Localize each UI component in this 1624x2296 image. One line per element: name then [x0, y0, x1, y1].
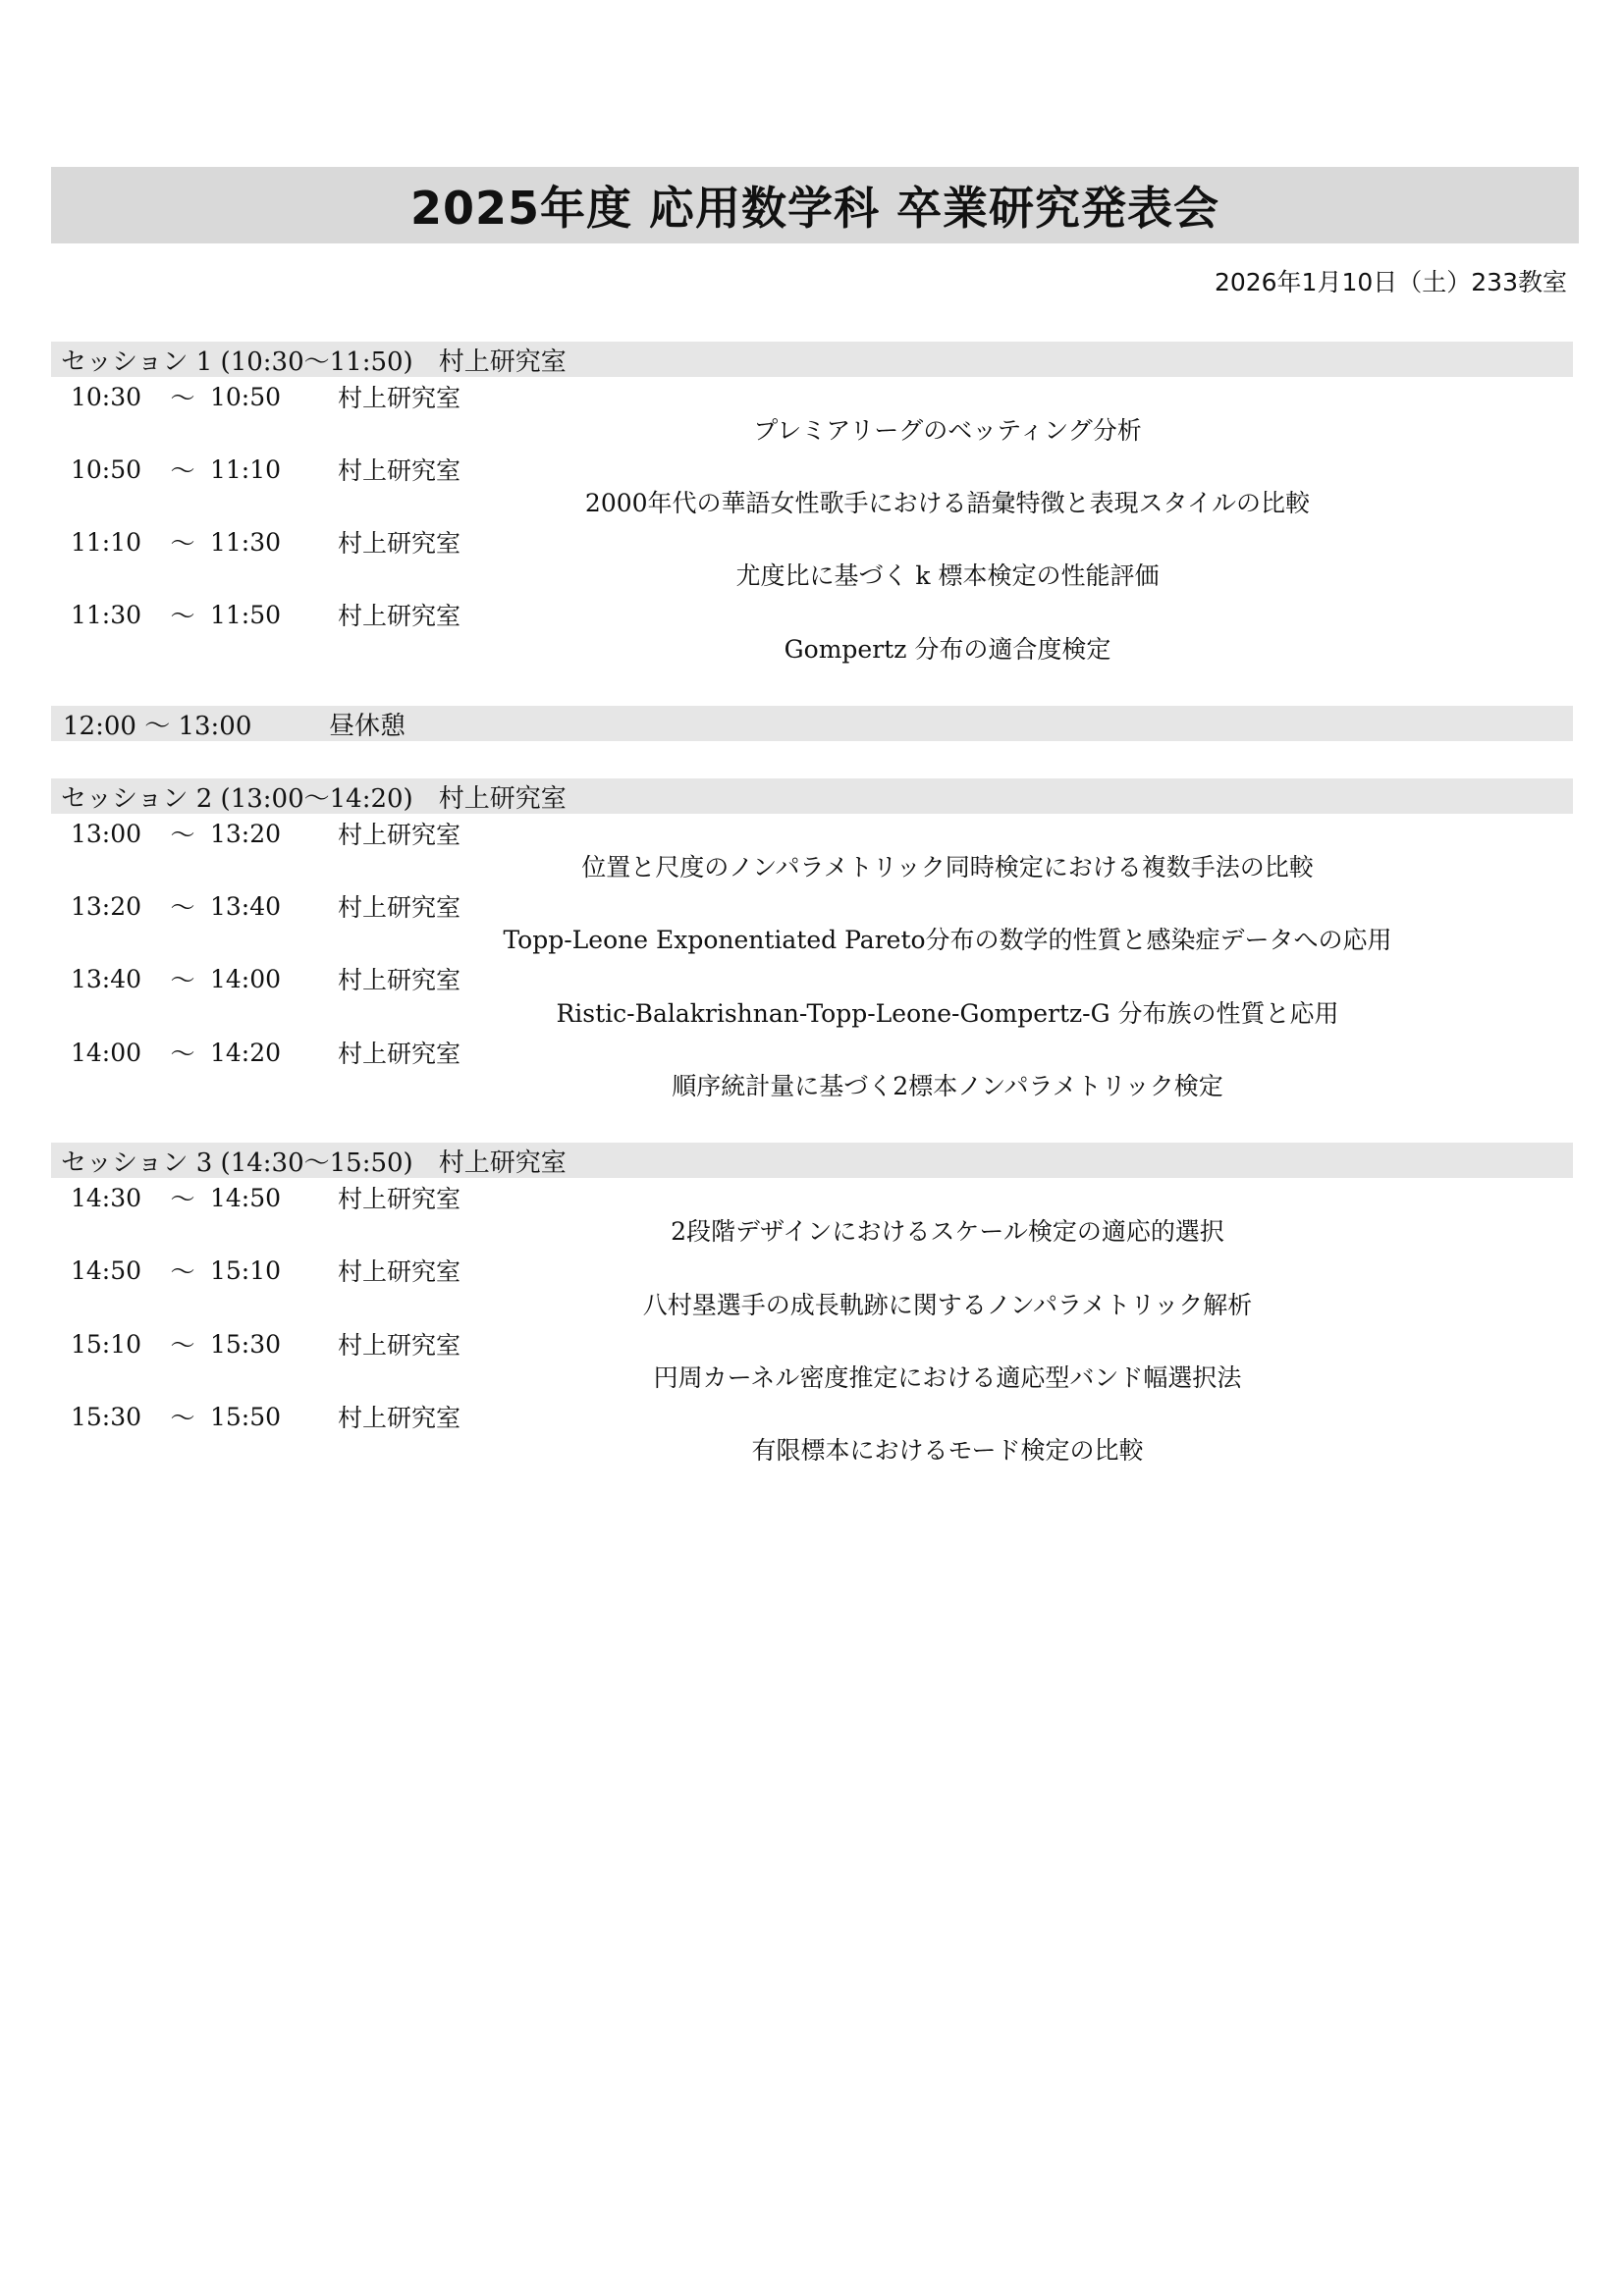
slot-tilde: 〜	[170, 456, 195, 485]
slot-lab: 村上研究室	[338, 529, 461, 558]
slot-tilde: 〜	[170, 966, 195, 994]
slot-end-time: 13:40	[210, 891, 282, 921]
slot-end-time: 14:20	[210, 1038, 282, 1067]
slot-start-time: 14:50	[71, 1255, 142, 1285]
session-1-slot-1	[71, 380, 460, 413]
slot-start-time: 11:30	[71, 600, 142, 629]
session-3-header: セッション 3 (14:30〜15:50) 村上研究室	[51, 1143, 1573, 1178]
slot-start-time: 13:20	[71, 891, 142, 921]
slot-tilde: 〜	[170, 529, 195, 558]
slot-lab: 村上研究室	[338, 456, 461, 485]
session-1-slot-2	[71, 453, 460, 486]
slot-end-time: 15:10	[210, 1255, 282, 1285]
slot-start-time: 15:30	[71, 1402, 142, 1431]
slot-end-time: 15:50	[210, 1402, 282, 1431]
session-1-slot-4	[71, 598, 460, 631]
page-title: 2025年度 応用数学科 卒業研究発表会	[409, 182, 1220, 235]
session-3-talk-2-title: 八村塁選手の成長軌跡に関するノンパラメトリック解析	[642, 1291, 1253, 1319]
title-bar	[51, 167, 1579, 243]
slot-lab: 村上研究室	[338, 1331, 461, 1360]
slot-end-time: 10:50	[210, 382, 282, 411]
session-1-talk-4-title: Gompertz 分布の適合度検定	[784, 635, 1111, 664]
session-1-slot-3	[71, 525, 460, 559]
session-1-talk-2-title: 2000年代の華語女性歌手における語彙特徴と表現スタイルの比較	[584, 489, 1311, 517]
slot-start-time: 10:50	[71, 454, 142, 484]
slot-tilde: 〜	[170, 1404, 195, 1432]
session-3-slot-3	[71, 1327, 460, 1361]
slot-start-time: 13:00	[71, 819, 142, 848]
slot-start-time: 13:40	[71, 964, 142, 993]
slot-lab: 村上研究室	[338, 821, 461, 849]
slot-tilde: 〜	[170, 1257, 195, 1286]
session-2-talk-3-title: Ristic-Balakrishnan-Topp-Leone-Gompertz-G 分布族の性質と応用	[556, 999, 1339, 1028]
slot-tilde: 〜	[170, 821, 195, 849]
slot-tilde: 〜	[170, 602, 195, 630]
slot-lab: 村上研究室	[338, 966, 461, 994]
session-3-slot-1	[71, 1181, 460, 1214]
slot-end-time: 11:30	[210, 527, 282, 557]
slot-end-time: 14:00	[210, 964, 282, 993]
slot-lab: 村上研究室	[338, 1185, 461, 1213]
session-2-header: セッション 2 (13:00〜14:20) 村上研究室	[51, 778, 1573, 814]
slot-tilde: 〜	[170, 1331, 195, 1360]
slot-start-time: 10:30	[71, 382, 142, 411]
session-3-slot-2	[71, 1254, 460, 1287]
slot-start-time: 14:30	[71, 1183, 142, 1212]
slot-end-time: 11:10	[210, 454, 282, 484]
slot-lab: 村上研究室	[338, 384, 461, 412]
lunch-label: 昼休憩	[329, 711, 406, 741]
slot-end-time: 13:20	[210, 819, 282, 848]
slot-end-time: 15:30	[210, 1329, 282, 1359]
slot-end-time: 11:50	[210, 600, 282, 629]
slot-lab: 村上研究室	[338, 602, 461, 630]
slot-start-time: 14:00	[71, 1038, 142, 1067]
slot-tilde: 〜	[170, 384, 195, 412]
session-1-talk-3-title: 尤度比に基づく k 標本検定の性能評価	[735, 561, 1160, 590]
session-1-talk-1-title: プレミアリーグのベッティング分析	[753, 416, 1142, 445]
slot-tilde: 〜	[170, 893, 195, 922]
slot-tilde: 〜	[170, 1185, 195, 1213]
session-2-slot-1	[71, 817, 460, 850]
session-2-slot-4	[71, 1036, 460, 1069]
slot-lab: 村上研究室	[338, 1404, 461, 1432]
session-2-slot-2	[71, 889, 460, 923]
slot-start-time: 15:10	[71, 1329, 142, 1359]
session-3-talk-1-title: 2段階デザインにおけるスケール検定の適応的選択	[671, 1217, 1224, 1246]
slot-lab: 村上研究室	[338, 1040, 461, 1068]
lunch-band	[51, 706, 1573, 741]
slot-lab: 村上研究室	[338, 1257, 461, 1286]
slot-start-time: 11:10	[71, 527, 142, 557]
slot-tilde: 〜	[170, 1040, 195, 1068]
session-3-talk-3-title: 円周カーネル密度推定における適応型バンド幅選択法	[653, 1363, 1242, 1392]
date-venue: 2026年1月10日（土）233教室	[1214, 268, 1567, 296]
session-2-talk-4-title: 順序統計量に基づく2標本ノンパラメトリック検定	[672, 1072, 1223, 1100]
slot-end-time: 14:50	[210, 1183, 282, 1212]
session-2-slot-3	[71, 962, 460, 995]
session-2-talk-1-title: 位置と尺度のノンパラメトリック同時検定における複数手法の比較	[581, 853, 1314, 881]
session-3-slot-4	[71, 1400, 460, 1433]
session-1-header: セッション 1 (10:30〜11:50) 村上研究室	[51, 342, 1573, 377]
slot-lab: 村上研究室	[338, 893, 461, 922]
session-3-talk-4-title: 有限標本におけるモード検定の比較	[751, 1436, 1144, 1465]
session-2-talk-2-title: Topp-Leone Exponentiated Pareto分布の数学的性質と感染症データへの応用	[503, 926, 1392, 954]
lunch-time: 12:00 〜 13:00	[63, 711, 252, 741]
